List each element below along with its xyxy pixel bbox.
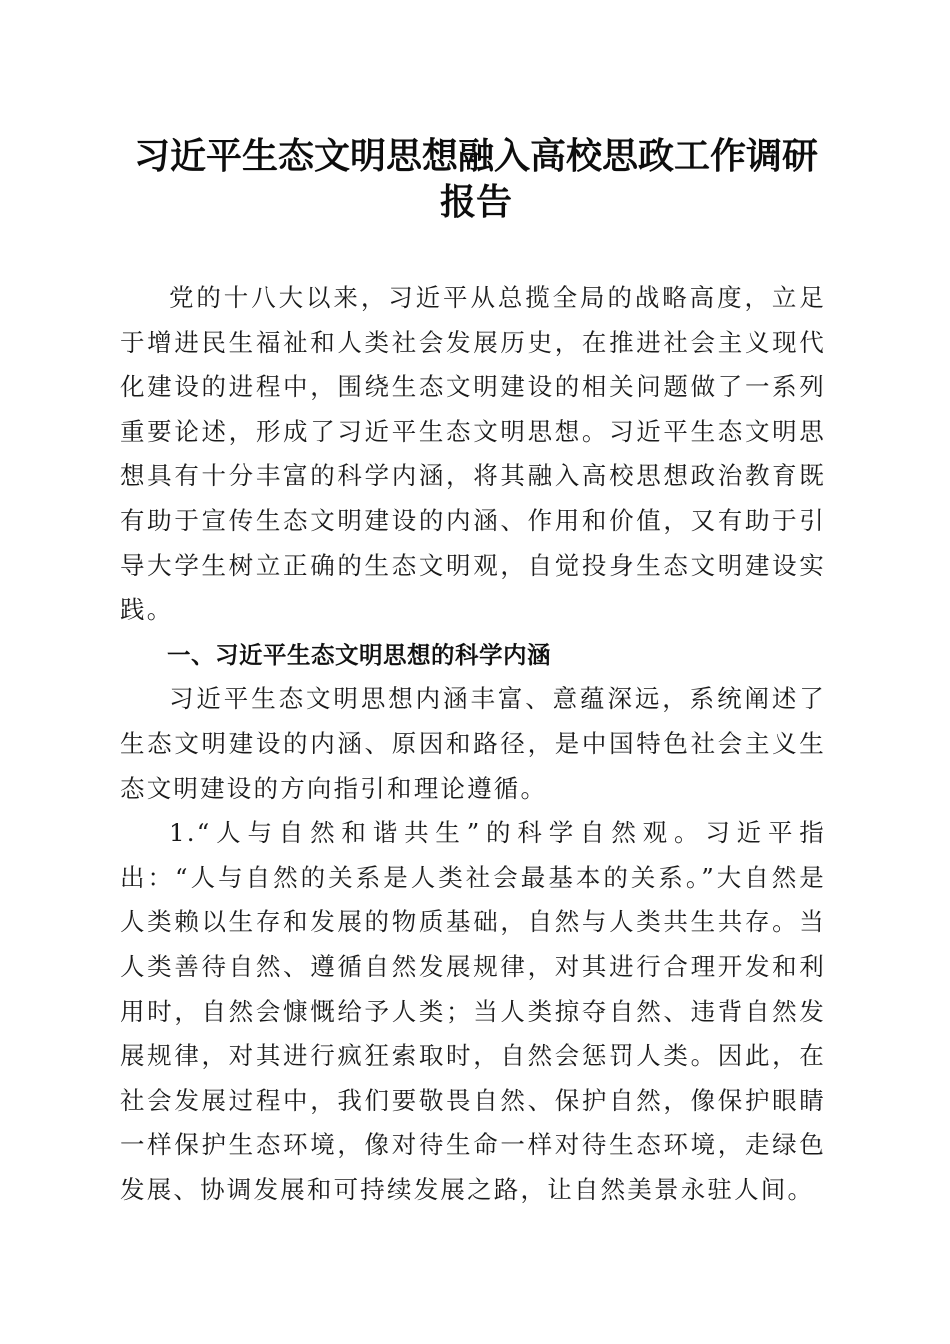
section-heading: 一、习近平生态文明思想的科学内涵 (167, 640, 551, 669)
point-1-paragraph: 1.“人与自然和谐共生”的科学自然观。习近平指出：“人与自然的关系是人类社会最基本的关系。”大自然是人类赖以生存和发展的物质基础，自然与人类共生共存。当人类善待自然、遵循自然发展规律，对其进行合理开发和利用时，自然会慷慨给予人类；当人类掠夺自然、违背自然发展规律，对其进行疯狂索取时，自然会惩罚人类。因此，在社会发展过程中，我们要敬畏自然、保护自然，像保护眼睛一样保护生态环境，像对待生命一样对待生态环境，走绿色发展、协调发展和可持续发展之路，让自然美景永驻人间。 (120, 818, 826, 1204)
section-intro-paragraph: 习近平生态文明思想内涵丰富、意蕴深远，系统阐述了生态文明建设的内涵、原因和路径，是中国特色社会主义生态文明建设的方向指引和理论遵循。 (120, 684, 826, 803)
document-title: 习近平生态文明思想融入高校思政工作调研报告 (133, 135, 818, 223)
document-body (120, 276, 826, 1212)
intro-paragraph: 党的十八大以来，习近平从总揽全局的战略高度，立足于增进民生福祉和人类社会发展历史，在推进社会主义现代化建设的进程中，围绕生态文明建设的相关问题做了一系列重要论述，形成了习近平生态文明思想。习近平生态文明思想具有十分丰富的科学内涵，将其融入高校思想政治教育既有助于宣传生态文明建设的内涵、作用和价值，又有助于引导大学生树立正确的生态文明观，自觉投身生态文明建设实践。 (120, 283, 826, 625)
